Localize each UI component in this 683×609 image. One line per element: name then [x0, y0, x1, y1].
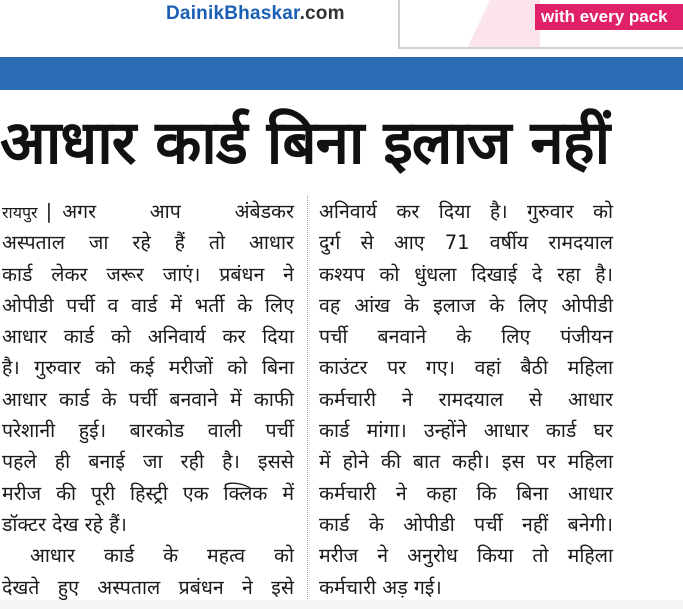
- article-line: वह आंख के इलाज के लिए ओपीडी: [319, 293, 613, 317]
- article-text: अगर आप अंबेडकर: [62, 200, 294, 223]
- article-line: काउंटर पर गए। वहां बैठी महिला: [319, 356, 613, 380]
- dateline-place: रायपुर: [2, 203, 38, 222]
- logo-part-domain: .com: [299, 3, 345, 24]
- article-line: मरीज की पूरी हिस्ट्री एक क्लिक में: [2, 481, 294, 505]
- article-line: ओपीडी पर्ची व वार्ड में भर्ती के लिए: [2, 293, 294, 317]
- ad-background: [400, 0, 540, 47]
- article-line: देखते हुए अस्पताल प्रबंधन ने इसे: [2, 575, 294, 599]
- article-line: मरीज ने अनुरोध किया तो महिला: [319, 544, 613, 568]
- dateline-separator: |: [45, 200, 53, 223]
- logo-part-bhaskar: Bhaskar: [224, 3, 300, 24]
- article-line: कर्मचारी ने कहा कि बिना आधार: [319, 481, 613, 505]
- article-column-left: [2, 196, 294, 603]
- article-line: पर्ची बनवाने के लिए पंजीयन: [319, 325, 613, 349]
- article-line: आधार कार्ड को अनिवार्य कर दिया: [2, 325, 294, 349]
- section-band: [0, 57, 683, 90]
- article-column-right: [319, 196, 613, 603]
- article-headline: आधार कार्ड बिना इलाज नहीं: [0, 108, 610, 178]
- article-line: में होने की बात कही। इस पर महिला: [319, 450, 613, 474]
- site-header: [0, 0, 683, 56]
- article-line: दुर्ग से आए 71 वर्षीय रामदयाल: [319, 231, 613, 255]
- ad-banner[interactable]: [398, 0, 683, 49]
- article-line: डॉक्टर देख रहे हैं।: [2, 512, 127, 536]
- article-line: पहले ही बनाई जा रही है। इससे: [2, 450, 294, 474]
- article-line: है। गुरुवार को कई मरीजों को बिना: [2, 356, 294, 380]
- column-divider: [307, 196, 308, 601]
- page-bottom-edge: [0, 600, 683, 609]
- article-line: कश्यप को धुंधला दिखाई दे रहा है।: [319, 262, 613, 286]
- article-line: आधार कार्ड के महत्व को: [30, 544, 294, 568]
- article-line: कार्ड मांगा। उन्होंने आधार कार्ड घर: [319, 419, 613, 443]
- article-line: कर्मचारी ने रामदयाल से आधार: [319, 387, 613, 411]
- logo-part-dainik: Dainik: [166, 3, 225, 24]
- article-line: [2, 196, 294, 227]
- article-line: अस्पताल जा रहे हैं तो आधार: [2, 231, 294, 255]
- article-line: अनिवार्य कर दिया है। गुरुवार को: [319, 200, 613, 223]
- site-logo[interactable]: [166, 3, 345, 25]
- article-line: आधार कार्ड के पर्ची बनवाने में काफी: [2, 387, 294, 411]
- article-line: परेशानी हुई। बारकोड वाली पर्ची: [2, 419, 294, 443]
- article-line: कार्ड लेकर जरूर जाएं। प्रबंधन ने: [2, 262, 294, 286]
- article-line: कार्ड के ओपीडी पर्ची नहीं बनेगी।: [319, 512, 613, 536]
- article-line: कर्मचारी अड़ गई।: [319, 575, 442, 599]
- ad-text: with every pack: [535, 4, 683, 30]
